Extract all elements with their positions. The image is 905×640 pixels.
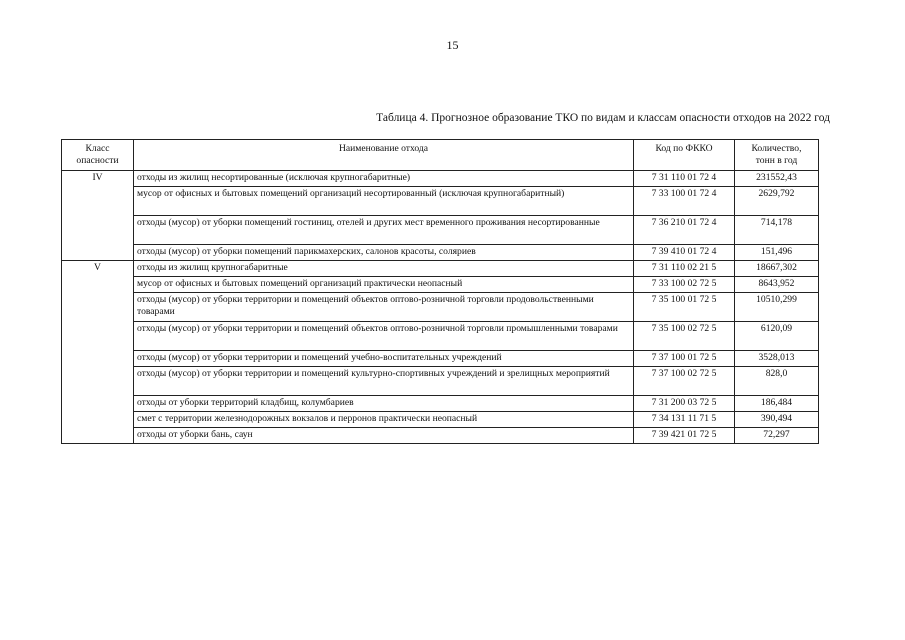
fkko-code-cell: 7 39 410 01 72 4 bbox=[634, 245, 735, 261]
waste-name-cell: отходы (мусор) от уборки территории и помещений объектов оптово-розничной торговли промышленными товарами bbox=[134, 322, 634, 351]
table-row bbox=[62, 245, 819, 261]
waste-name-cell: отходы (мусор) от уборки территории и помещений культурно-спортивных учреждений и зрелищных мероприятий bbox=[134, 367, 634, 396]
waste-name-cell: отходы (мусор) от уборки помещений парикмахерских, салонов красоты, соляриев bbox=[134, 245, 634, 261]
waste-table bbox=[61, 139, 819, 444]
fkko-code-cell: 7 36 210 01 72 4 bbox=[634, 216, 735, 245]
table-row bbox=[62, 351, 819, 367]
table-row bbox=[62, 187, 819, 216]
quantity-cell: 18667,302 bbox=[735, 261, 819, 277]
quantity-cell: 186,484 bbox=[735, 396, 819, 412]
quantity-cell: 151,496 bbox=[735, 245, 819, 261]
table-row bbox=[62, 216, 819, 245]
waste-name-cell: отходы из жилищ несортированные (исключая крупногабаритные) bbox=[134, 171, 634, 187]
fkko-code-cell: 7 33 100 01 72 4 bbox=[634, 187, 735, 216]
quantity-cell: 3528,013 bbox=[735, 351, 819, 367]
fkko-code-cell: 7 37 100 02 72 5 bbox=[634, 367, 735, 396]
fkko-code-cell: 7 34 131 11 71 5 bbox=[634, 412, 735, 428]
waste-name-cell: отходы от уборки бань, саун bbox=[134, 428, 634, 444]
quantity-cell: 6120,09 bbox=[735, 322, 819, 351]
header-quantity-line2: тонн в год bbox=[755, 155, 798, 166]
waste-name-cell: отходы (мусор) от уборки территории и помещений объектов оптово-розничной торговли продовольственными товарами bbox=[134, 293, 634, 322]
waste-name-cell: отходы (мусор) от уборки помещений гостиниц, отелей и других мест временного проживания несортированные bbox=[134, 216, 634, 245]
table-row bbox=[62, 412, 819, 428]
fkko-code-cell: 7 35 100 01 72 5 bbox=[634, 293, 735, 322]
table-row bbox=[62, 261, 819, 277]
waste-name-cell: мусор от офисных и бытовых помещений организаций практически неопасный bbox=[134, 277, 634, 293]
table-row bbox=[62, 367, 819, 396]
waste-name-cell: смет с территории железнодорожных вокзалов и перронов практически неопасный bbox=[134, 412, 634, 428]
table-header-row bbox=[62, 140, 819, 171]
header-hazard-class-line1: Класс bbox=[85, 143, 110, 154]
table-row bbox=[62, 293, 819, 322]
quantity-cell: 390,494 bbox=[735, 412, 819, 428]
table-body bbox=[62, 171, 819, 444]
header-hazard-class bbox=[62, 140, 134, 171]
fkko-code-cell: 7 31 110 02 21 5 bbox=[634, 261, 735, 277]
quantity-cell: 8643,952 bbox=[735, 277, 819, 293]
header-quantity-line1: Количество, bbox=[751, 143, 802, 154]
quantity-cell: 828,0 bbox=[735, 367, 819, 396]
table-row bbox=[62, 171, 819, 187]
fkko-code-cell: 7 37 100 01 72 5 bbox=[634, 351, 735, 367]
quantity-cell: 72,297 bbox=[735, 428, 819, 444]
fkko-code-cell: 7 35 100 02 72 5 bbox=[634, 322, 735, 351]
header-quantity bbox=[735, 140, 819, 171]
quantity-cell: 231552,43 bbox=[735, 171, 819, 187]
table-row bbox=[62, 428, 819, 444]
table-row bbox=[62, 277, 819, 293]
fkko-code-cell: 7 31 200 03 72 5 bbox=[634, 396, 735, 412]
quantity-cell: 2629,792 bbox=[735, 187, 819, 216]
fkko-code-cell: 7 31 110 01 72 4 bbox=[634, 171, 735, 187]
waste-name-cell: отходы из жилищ крупногабаритные bbox=[134, 261, 634, 277]
quantity-cell: 714,178 bbox=[735, 216, 819, 245]
hazard-class-cell: IV bbox=[62, 171, 134, 261]
table-row bbox=[62, 396, 819, 412]
header-waste-name: Наименование отхода bbox=[134, 140, 634, 171]
fkko-code-cell: 7 33 100 02 72 5 bbox=[634, 277, 735, 293]
header-fkko-code: Код по ФККО bbox=[634, 140, 735, 171]
fkko-code-cell: 7 39 421 01 72 5 bbox=[634, 428, 735, 444]
header-hazard-class-line2: опасности bbox=[76, 155, 119, 166]
table-row bbox=[62, 322, 819, 351]
quantity-cell: 10510,299 bbox=[735, 293, 819, 322]
waste-name-cell: отходы (мусор) от уборки территории и помещений учебно-воспитательных учреждений bbox=[134, 351, 634, 367]
hazard-class-cell: V bbox=[62, 261, 134, 444]
table-caption: Таблица 4. Прогнозное образование ТКО по видам и классам опасности отходов на 2022 год bbox=[376, 112, 830, 124]
waste-name-cell: мусор от офисных и бытовых помещений организаций несортированный (исключая крупногабаритный) bbox=[134, 187, 634, 216]
page-number: 15 bbox=[446, 38, 459, 52]
waste-name-cell: отходы от уборки территорий кладбищ, колумбариев bbox=[134, 396, 634, 412]
